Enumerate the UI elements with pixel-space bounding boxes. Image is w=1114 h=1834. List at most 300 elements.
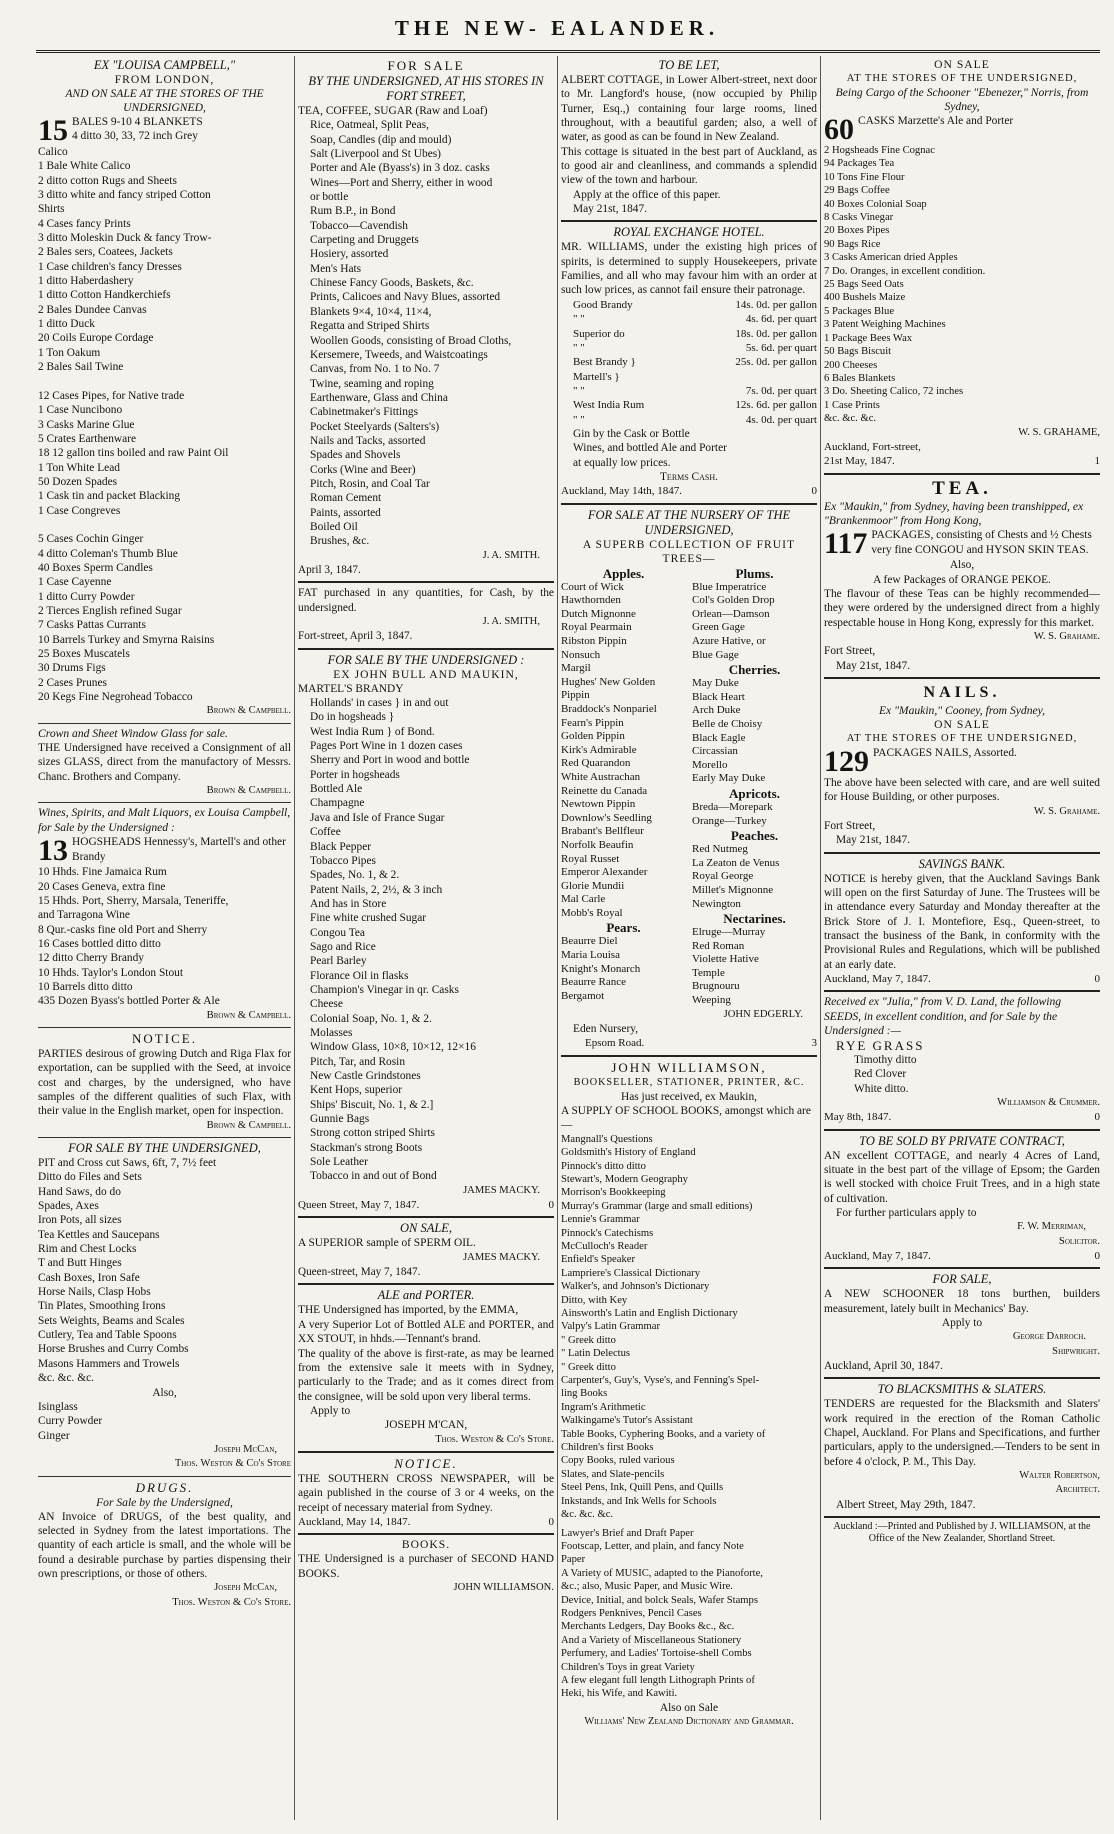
apply-label: Apply at the office of this paper. bbox=[573, 188, 721, 201]
signature: JOHN EDGERLY. bbox=[723, 1008, 803, 1020]
list-item: 16 Cases bottled ditto ditto bbox=[38, 937, 161, 950]
list-item: &c. &c. &c. bbox=[38, 1372, 94, 1385]
list-item: A few elegant full length Lithograph Prints of bbox=[561, 1674, 755, 1686]
list-item: Sole Leather bbox=[310, 1156, 368, 1169]
list-item: 1 ditto Haberdashery bbox=[38, 275, 134, 288]
ad-flax-notice bbox=[38, 1027, 291, 1133]
fruit-variety: Fearn's Pippin bbox=[561, 716, 624, 729]
fruit-variety: Early May Duke bbox=[692, 772, 766, 785]
list-item: Sets Weights, Beams and Scales bbox=[38, 1314, 185, 1327]
ad-williamson-books bbox=[561, 1055, 817, 1730]
ad-subheading: A SUPERB COLLECTION OF FRUIT TREES— bbox=[582, 537, 796, 565]
fruit-variety: Black Eagle bbox=[692, 731, 746, 744]
fruit-variety: Margil bbox=[561, 662, 591, 675]
list-item: Morrison's Bookkeeping bbox=[561, 1187, 666, 1199]
fruit-variety: Blue Gage bbox=[692, 648, 739, 661]
list-item: Copy Books, ruled various bbox=[561, 1455, 675, 1467]
list-item: Congou Tea bbox=[310, 926, 365, 939]
cargo-line: Being Cargo of the Schooner "Ebenezer," Norris, from Sydney, bbox=[835, 86, 1089, 113]
list-item: Regatta and Striped Shirts bbox=[310, 320, 430, 333]
list-item: Cutlery, Tea and Table Spoons bbox=[38, 1329, 177, 1342]
ad-date: May 8th, 1847. bbox=[824, 1111, 892, 1124]
price-item: Good Brandy bbox=[573, 298, 633, 311]
fruit-variety: Brabant's Bellfleur bbox=[561, 825, 644, 838]
list-item: 5 Cases Cochin Ginger bbox=[38, 533, 144, 546]
column-2 bbox=[298, 58, 554, 1818]
list-item: Cheese bbox=[310, 998, 343, 1011]
list-item: Earthenware, Glass and China bbox=[310, 391, 448, 404]
signature: George Darroch. bbox=[1012, 1331, 1086, 1343]
fruit-variety: Beaurre Rance bbox=[561, 976, 627, 989]
ad-subheading: Ex "Maukin," Cooney, from Sydney, bbox=[878, 704, 1046, 717]
list-item: Isinglass bbox=[38, 1400, 78, 1413]
list-item: 50 Dozen Spades bbox=[38, 475, 118, 488]
list-item: Spades and Shovels bbox=[310, 449, 401, 462]
lead-lines bbox=[38, 114, 291, 147]
list-item: Porter in hogsheads bbox=[310, 768, 400, 781]
signature: Joseph McCan, bbox=[214, 1443, 277, 1455]
list-item: BALES 9-10 4 BLANKETS bbox=[72, 116, 203, 128]
list-item: and Tarragona Wine bbox=[38, 909, 130, 922]
lead-text: PACKAGES, consisting of Chests and ½ Chests very fine CONGOU and HYSON SKIN TEAS. bbox=[871, 529, 1092, 556]
list-item: Inkstands, and Ink Wells for Schools bbox=[561, 1495, 717, 1507]
list-item: Black Pepper bbox=[310, 840, 372, 853]
price-value: 4s. 6d. per quart bbox=[745, 313, 817, 326]
list-item: Roman Cement bbox=[310, 492, 382, 505]
list-item: Table Books, Cyphering Books, and a variety of bbox=[561, 1428, 766, 1440]
ad-fruit-nursery bbox=[561, 503, 817, 1051]
price-value: 12s. 6d. per gallon bbox=[735, 399, 817, 412]
list-item: 1 Case Congreves bbox=[38, 504, 121, 517]
list-item: Perfumery, and Ladies' Tortoise-shell Combs bbox=[561, 1648, 752, 1660]
list-item: 2 Cases Prunes bbox=[38, 676, 107, 689]
list-item: Pinnock's Catechisms bbox=[561, 1227, 654, 1239]
list-item: Paper bbox=[561, 1554, 586, 1566]
fruit-variety: Emperor Alexander bbox=[561, 866, 648, 879]
list-item: 7 Casks Pattas Currants bbox=[38, 619, 146, 632]
list-item: Patent Nails, 2, 2½, & 3 inch bbox=[310, 883, 443, 896]
fruit-variety: Beaurre Diel bbox=[561, 935, 618, 948]
list-item: Pearl Barley bbox=[310, 955, 367, 968]
item-list bbox=[561, 427, 817, 470]
fruit-variety: Mal Carle bbox=[561, 893, 606, 906]
ad-date: May 21st, 1847. bbox=[836, 659, 911, 672]
price-value: 7s. 0d. per quart bbox=[745, 384, 817, 397]
list-item: Walker's, and Johnson's Dictionary bbox=[561, 1281, 710, 1293]
ad-heading: DRUGS. bbox=[135, 1479, 194, 1495]
fruit-variety: Newington bbox=[692, 897, 741, 910]
ad-subheading: For Sale by the Undersigned, bbox=[96, 1495, 233, 1509]
ad-heading: TO BE SOLD BY PRIVATE CONTRACT, bbox=[859, 1133, 1065, 1148]
ad-schooner bbox=[824, 1267, 1100, 1373]
item-list bbox=[38, 865, 291, 1008]
ad-subheading: AT THE STORES OF THE UNDERSIGNED, bbox=[846, 73, 1078, 84]
list-item: And has in Store bbox=[310, 897, 387, 910]
ad-body: TENDERS are requested for the Blacksmith and Slaters' work required in the erection of the Roman Catholic Chapel, Auckland. For Plans and Specifications, and further particulars, apply to the undersigned.—Tenders to be sent in before 4 o'clock, P. M., This Day. bbox=[824, 1398, 1100, 1468]
fruit-variety: Green Gage bbox=[692, 621, 745, 634]
list-item: Corks (Wine and Beer) bbox=[310, 463, 416, 476]
signature: Williamson & Crummer. bbox=[997, 1096, 1100, 1108]
ad-number: 0 bbox=[1094, 1249, 1100, 1262]
ad-heading: NOTICE. bbox=[132, 1030, 197, 1046]
fruit-column-right bbox=[692, 566, 817, 1008]
list-item: 20 Kegs Fine Negrohead Tobacco bbox=[38, 691, 193, 704]
signature: Architect. bbox=[1055, 1484, 1100, 1496]
signature: Brown & Campbell. bbox=[206, 1119, 291, 1131]
fruit-variety: Bergamot bbox=[561, 989, 605, 1002]
list-item: 94 Packages Tea bbox=[824, 158, 895, 170]
place-row bbox=[824, 440, 1100, 454]
terms: Terms Cash. bbox=[659, 470, 719, 483]
ad-southern-cross bbox=[298, 1451, 554, 1529]
ad-ale-porter bbox=[298, 1283, 554, 1446]
list-item: 3 ditto white and fancy striped Cotton bbox=[38, 189, 211, 202]
list-item: Kent Hops, superior bbox=[310, 1084, 403, 1097]
place: Auckland, Fort-street, bbox=[824, 440, 921, 453]
ad-saws-hardware bbox=[38, 1137, 291, 1472]
list-item: White ditto. bbox=[854, 1082, 909, 1095]
price-row bbox=[573, 384, 817, 398]
ad-heading: TO BE LET, bbox=[658, 58, 720, 72]
ad-heading: FOR SALE bbox=[387, 58, 465, 73]
ad-number: 0 bbox=[811, 485, 817, 498]
list-item bbox=[38, 375, 291, 389]
list-item: 40 Boxes Colonial Soap bbox=[824, 198, 927, 210]
also-label: Also, bbox=[949, 559, 975, 572]
fruit-variety: Red Roman bbox=[692, 939, 745, 952]
price-row bbox=[573, 413, 817, 427]
fruit-variety: Pippin bbox=[561, 689, 590, 702]
ad-nails bbox=[824, 677, 1100, 848]
ad-royal-exchange-hotel bbox=[561, 220, 817, 498]
list-item: 1 Case Cayenne bbox=[38, 576, 112, 589]
fruit-variety: Mobb's Royal bbox=[561, 906, 623, 919]
item-list bbox=[561, 1133, 817, 1522]
list-item: Molasses bbox=[310, 1026, 353, 1039]
price-item: " " bbox=[573, 341, 585, 354]
fruit-variety: Breda—Morepark bbox=[692, 800, 773, 813]
list-item: Footscap, Letter, and plain, and fancy Note bbox=[561, 1540, 744, 1552]
ad-subheading: EX JOHN BULL AND MAUKIN, bbox=[333, 667, 519, 681]
ad-heading: FOR SALE BY THE UNDERSIGNED : bbox=[327, 652, 525, 667]
list-item: " Greek ditto bbox=[561, 1334, 616, 1346]
price-item: " " bbox=[573, 413, 585, 426]
list-item: Curry Powder bbox=[38, 1415, 103, 1428]
received-line: Has just received, ex Maukin, bbox=[620, 1090, 757, 1103]
list-item: Gunnie Bags bbox=[310, 1113, 370, 1126]
list-item: Ditto do Files and Sets bbox=[38, 1171, 142, 1184]
list-item: Colonial Soap, No. 1, & 2. bbox=[310, 1012, 432, 1025]
list-item: Blankets 9×4, 10×4, 11×4, bbox=[310, 305, 432, 318]
price-value: 18s. 0d. per gallon bbox=[735, 327, 817, 340]
list-item: 18 12 gallon tins boiled and raw Paint Oil bbox=[38, 447, 229, 460]
fruit-variety: Ribston Pippin bbox=[561, 635, 627, 647]
list-item: 5 Packages Blue bbox=[824, 305, 895, 317]
ad-body: A SUPERIOR sample of SPERM OIL. bbox=[298, 1237, 476, 1250]
masthead: THE NEW- EALANDER. bbox=[394, 16, 720, 40]
item-list bbox=[824, 1053, 1100, 1096]
list-item: 2 Hogsheads Fine Cognac bbox=[824, 145, 935, 156]
fruit-column-left bbox=[561, 566, 686, 1008]
fruit-category: Apricots. bbox=[729, 785, 780, 801]
ad-date: Auckland, April 30, 1847. bbox=[824, 1360, 943, 1373]
fruit-variety: Azure Hative, or bbox=[692, 635, 766, 647]
list-item: 1 ditto Curry Powder bbox=[38, 590, 135, 603]
ad-body: ALBERT COTTAGE, in Lower Albert-street, next door to Mr. Langford's house, (now occupied by Philip Turner, Esq.,) containing four large rooms, lined throughout, with a beautiful garden; also, a well of water, as good as can be found in New Zealand. bbox=[561, 74, 817, 144]
list-item: 20 Boxes Pipes bbox=[824, 225, 890, 237]
ad-number: 3 bbox=[811, 1037, 817, 1050]
list-item: Stewart's, Modern Geography bbox=[561, 1173, 688, 1185]
list-item: Do in hogsheads } bbox=[310, 711, 395, 724]
list-item: 400 Bushels Maize bbox=[824, 292, 906, 304]
ad-tea bbox=[824, 473, 1100, 673]
imprint-footer: Auckland :—Printed and Published by J. WILLIAMSON, at the Office of the New Zealander, Shortland Street. bbox=[824, 1516, 1100, 1545]
ad-heading: TEA. bbox=[932, 477, 992, 499]
date-row bbox=[824, 454, 1100, 468]
fruit-variety: Royal Pearmain bbox=[561, 621, 632, 634]
fruit-variety: White Austrachan bbox=[561, 770, 641, 783]
apply-label: Apply to bbox=[310, 1404, 351, 1417]
list-item: 2 ditto cotton Rugs and Sheets bbox=[38, 174, 177, 187]
signature: Brown & Campbell. bbox=[206, 785, 291, 797]
list-item: 10 Barrels Turkey and Smyrna Raisins bbox=[38, 633, 215, 646]
list-item: Timothy ditto bbox=[854, 1053, 917, 1066]
list-item: 3 Patent Weighing Machines bbox=[824, 319, 946, 331]
fruit-variety: Orlean—Damson bbox=[692, 607, 770, 620]
list-item: Pocket Steelyards (Salters's) bbox=[310, 420, 440, 433]
list-item: 90 Bags Rice bbox=[824, 238, 881, 250]
list-item: Tobacco in and out of Bond bbox=[310, 1170, 437, 1183]
list-item: Champion's Vinegar in qr. Casks bbox=[310, 983, 459, 996]
list-item: 1 Case Prints bbox=[824, 399, 880, 411]
ad-date: May 21st, 1847. bbox=[836, 834, 911, 847]
ad-savings-bank bbox=[824, 852, 1100, 987]
list-item: Florance Oil in flasks bbox=[310, 969, 409, 982]
ad-heading: FOR SALE, bbox=[932, 1272, 992, 1287]
list-item: Wines, and bottled Ale and Porter bbox=[573, 442, 727, 455]
list-item: McCulloch's Reader bbox=[561, 1240, 648, 1252]
list-item: Pitch, Rosin, and Coal Tar bbox=[310, 477, 430, 490]
list-item: Nails and Tacks, assorted bbox=[310, 434, 426, 447]
ad-seeds bbox=[824, 990, 1100, 1124]
item-list bbox=[298, 696, 554, 1184]
list-item: Strong cotton striped Shirts bbox=[310, 1127, 435, 1140]
lead-number: 117 bbox=[824, 527, 868, 561]
item-list bbox=[561, 1527, 817, 1701]
ad-number: 0 bbox=[1094, 1111, 1100, 1124]
ad-date: Auckland, May 7, 1847. bbox=[824, 973, 931, 986]
list-item: Tin Plates, Smoothing Irons bbox=[38, 1300, 166, 1313]
list-item: Children's Toys in great Variety bbox=[561, 1661, 695, 1673]
ad-heading: ROYAL EXCHANGE HOTEL. bbox=[613, 225, 765, 240]
signature: W. S. GRAHAME, bbox=[1018, 426, 1100, 438]
list-item: Salt (Liverpool and St Ubes) bbox=[310, 148, 441, 161]
list-item: Twine, seaming and roping bbox=[310, 377, 434, 390]
fruit-variety: Blue Imperatrice bbox=[692, 580, 767, 593]
list-item: Cash Boxes, Iron Safe bbox=[38, 1271, 140, 1284]
list-item: Lawyer's Brief and Draft Paper bbox=[561, 1527, 694, 1539]
price-row bbox=[573, 355, 817, 369]
ad-body: AN Invoice of DRUGS, of the best quality, and selected in Sydney from the latest importations. The quantity of each article is small, and the whole will be found a desirable purchase by parties dispensing their own prescriptions, or those of others. bbox=[38, 1510, 291, 1580]
list-item: Ingram's Arithmetic bbox=[561, 1401, 646, 1413]
ad-body: MR. WILLIAMS, under the existing high prices of spirits, is determined to supply Housekeepers, private Families, and all who may favour him with an order at such low prices, as cannot fail ensure their patronage. bbox=[561, 241, 817, 297]
ad-date: Albert Street, May 29th, 1847. bbox=[836, 1498, 976, 1511]
list-item: Goldsmith's History of England bbox=[561, 1147, 696, 1159]
signature: Shipwright. bbox=[1052, 1345, 1100, 1357]
fruit-variety: Nonsuch bbox=[561, 648, 601, 661]
list-item: Lampriere's Classical Dictionary bbox=[561, 1267, 700, 1279]
list-item: Spades, Axes bbox=[38, 1200, 99, 1213]
list-item: 200 Cheeses bbox=[824, 359, 878, 371]
signature: W. S. Grahame. bbox=[1033, 630, 1100, 642]
ad-heading: Received ex "Julia," from V. D. Land, the following SEEDS, in excellent condition, and for Sale by the Undersigned :— bbox=[824, 995, 1062, 1038]
lead-text: A SUPPLY OF SCHOOL BOOKS, amongst which are— bbox=[561, 1105, 811, 1132]
list-item: " Latin Delectus bbox=[561, 1348, 631, 1360]
list-item: 29 Bags Coffee bbox=[824, 185, 890, 197]
fruit-variety: Royal George bbox=[692, 870, 754, 883]
ad-heading: NAILS. bbox=[923, 684, 1001, 701]
ad-subheading: FROM LONDON, bbox=[114, 73, 215, 86]
place: Fort Street, bbox=[824, 645, 876, 658]
list-item: A Variety of MUSIC, adapted to the Pianoforte, bbox=[561, 1567, 763, 1579]
signature: Thos. Weston & Co's Store. bbox=[172, 1596, 291, 1608]
place: Epsom Road. bbox=[585, 1037, 645, 1050]
list-item: 8 Casks Vinegar bbox=[824, 212, 894, 224]
list-item: Rodgers Penknives, Pencil Cases bbox=[561, 1607, 702, 1619]
signature: F. W. Merriman, bbox=[1017, 1221, 1086, 1233]
list-item: at equally low prices. bbox=[573, 456, 671, 469]
list-item: Children's first Books bbox=[561, 1442, 654, 1454]
date-row bbox=[298, 1198, 554, 1212]
lead-text: PACKAGES NAILS, Assorted. bbox=[873, 747, 1017, 759]
fruit-variety: Morello bbox=[692, 758, 728, 771]
date-row bbox=[824, 1249, 1100, 1263]
fruit-variety: Violette Hative bbox=[692, 953, 759, 966]
lead-text: RYE GRASS bbox=[836, 1037, 925, 1053]
ad-louisa-campbell bbox=[38, 58, 291, 719]
ad-date: April 3, 1847. bbox=[298, 564, 361, 576]
item-list bbox=[824, 144, 1100, 426]
list-item: Java and Isle of France Sugar bbox=[310, 811, 445, 824]
signature: JAMES MACKY. bbox=[463, 1251, 540, 1263]
ad-body: NOTICE is hereby given, that the Auckland Savings Bank will open on the first Saturday of June. The Trustees will be in attendance every Saturday and Monday thereafter at the Brick Store of J. I. Montefiore, Esq., Queen-street, to transact the business of the Bank, in conformity with the Provisional Rules and Regulations, which will be published at an early date. bbox=[824, 872, 1100, 971]
fruit-variety: Norfolk Beaufin bbox=[561, 838, 634, 851]
ad-fat-purchase bbox=[298, 581, 554, 643]
ad-subheading: BOOKSELLER, STATIONER, PRINTER, &C. bbox=[573, 1076, 805, 1088]
list-item: 3 ditto Moleskin Duck & fancy Trow- bbox=[38, 232, 212, 245]
list-item: 3 Casks Marine Glue bbox=[38, 418, 135, 431]
list-item: Lennie's Grammar bbox=[561, 1214, 640, 1226]
ad-date: May 21st, 1847. bbox=[573, 203, 648, 216]
ad-heading: SAVINGS BANK. bbox=[918, 856, 1006, 871]
list-item: 10 Hhds. Taylor's London Stout bbox=[38, 966, 184, 979]
list-item: 10 Tons Fine Flour bbox=[824, 171, 905, 183]
fruit-variety: Red Nutmeg bbox=[692, 843, 748, 856]
signature: Joseph McCan, bbox=[214, 1582, 277, 1594]
lead-text: HOGSHEADS Hennessy's, Martell's and other Brandy bbox=[72, 836, 286, 863]
fruit-variety: Weeping bbox=[692, 994, 731, 1007]
list-item: 8 Qur.-casks fine old Port and Sherry bbox=[38, 923, 208, 936]
list-item: Horse Brushes and Curry Combs bbox=[38, 1343, 189, 1356]
column-3 bbox=[561, 58, 817, 1818]
list-item: 4 ditto 30, 33, 72 inch Grey bbox=[72, 130, 198, 143]
ad-heading: NOTICE. bbox=[394, 1455, 458, 1471]
fruit-variety: Black Heart bbox=[692, 690, 745, 703]
lead-text: TEA, COFFEE, SUGAR (Raw and Loaf) bbox=[298, 105, 488, 117]
ad-heading: JOHN WILLIAMSON, bbox=[611, 1059, 767, 1075]
fruit-variety: Orange—Turkey bbox=[692, 814, 767, 827]
list-item: 12 ditto Cherry Brandy bbox=[38, 952, 144, 965]
ad-heading: ALE and PORTER. bbox=[377, 1288, 475, 1303]
fruit-variety: Millet's Mignonne bbox=[692, 883, 774, 896]
list-item: Sago and Rice bbox=[310, 940, 376, 953]
ad-tenders bbox=[824, 1377, 1100, 1512]
signature: JOSEPH M'CAN, bbox=[384, 1419, 468, 1432]
ad-body: THE Undersigned have received a Consignment of all sizes GLASS, direct from the manufactory of Messrs. Chanc. Brothers and Company. bbox=[38, 742, 291, 783]
ad-grahame-ebenezer bbox=[824, 58, 1100, 469]
list-item: Tobacco Pipes bbox=[310, 854, 376, 867]
list-item: Gin by the Cask or Bottle bbox=[573, 427, 690, 440]
list-item: 4 Cases fancy Prints bbox=[38, 217, 131, 230]
ad-date: Auckland, May 14th, 1847. bbox=[561, 485, 682, 498]
fruit-category: Apples. bbox=[602, 565, 645, 581]
fruit-variety: Arch Duke bbox=[692, 704, 741, 717]
list-item: 12 Cases Pipes, for Native trade bbox=[38, 389, 185, 402]
list-item: Bottled Ale bbox=[310, 783, 363, 796]
ad-subheading: AND ON SALE AT THE STORES OF THE UNDERSIGNED, bbox=[65, 87, 264, 114]
list-item: 4 ditto Coleman's Thumb Blue bbox=[38, 547, 178, 560]
lead-number: 15 bbox=[38, 114, 68, 147]
fruit-category: Pears. bbox=[606, 920, 641, 936]
list-item: Merchants Ledgers, Day Books &c., &c. bbox=[561, 1621, 735, 1633]
ad-heading: FOR SALE AT THE NURSERY OF THE UNDERSIGNED, bbox=[587, 507, 791, 537]
list-item: PIT and Cross cut Saws, 6ft, 7, 7½ feet bbox=[38, 1157, 217, 1169]
list-item: Hollands' in cases } in and out bbox=[310, 697, 449, 710]
list-item: Enfield's Speaker bbox=[561, 1254, 635, 1266]
onsale-label: ON SALE bbox=[934, 718, 990, 731]
list-item: 20 Cases Geneva, extra fine bbox=[38, 880, 166, 893]
price-row bbox=[573, 398, 817, 412]
list-item: Porter and Ale (Byass's) in 3 doz. casks bbox=[310, 162, 490, 175]
lead-text: CASKS Marzette's Ale and Porter bbox=[858, 115, 1014, 127]
fruit-category: Peaches. bbox=[730, 828, 779, 844]
tail-line: Williams' New Zealand Dictionary and Grammar. bbox=[584, 1716, 794, 1728]
list-item: 7 Do. Oranges, in excellent condition. bbox=[824, 265, 986, 277]
list-item: Paints, assorted bbox=[310, 506, 381, 519]
stores-label: AT THE STORES OF THE UNDERSIGNED, bbox=[846, 733, 1078, 744]
list-item: 1 Package Bees Wax bbox=[824, 332, 913, 344]
date-row bbox=[561, 1036, 817, 1050]
list-item: 3 Do. Sheeting Calico, 72 inches bbox=[824, 386, 964, 398]
list-item: " Greek ditto bbox=[561, 1361, 616, 1373]
list-item: Masons Hammers and Trowels bbox=[38, 1357, 180, 1370]
masthead-rule bbox=[36, 50, 1100, 53]
date-row bbox=[561, 484, 817, 498]
list-item: Rum B.P., in Bond bbox=[310, 205, 396, 218]
list-item: &c. &c. &c. bbox=[824, 413, 877, 425]
price-list bbox=[561, 298, 817, 427]
list-item: Ainsworth's Latin and English Dictionary bbox=[561, 1308, 738, 1319]
list-item: 1 Case children's fancy Dresses bbox=[38, 260, 182, 273]
price-item: " " bbox=[573, 313, 585, 326]
list-item: Horse Nails, Clasp Hobs bbox=[38, 1286, 151, 1299]
list-item: Tea Kettles and Saucepans bbox=[38, 1228, 160, 1241]
ad-body: PARTIES desirous of growing Dutch and Riga Flax for exportation, can be supplied with the Seed, at invoice cost and charges, by the undersigned, who have samples of the different qualities of such Flax, with their value in the English market, open for inspection. bbox=[38, 1047, 291, 1118]
price-row bbox=[573, 312, 817, 326]
list-item: Steel Pens, Ink, Quill Pens, and Quills bbox=[561, 1482, 724, 1494]
ad-date: Auckland, May 14, 1847. bbox=[298, 1515, 411, 1528]
list-item: Spades, No. 1, & 2. bbox=[310, 869, 400, 882]
